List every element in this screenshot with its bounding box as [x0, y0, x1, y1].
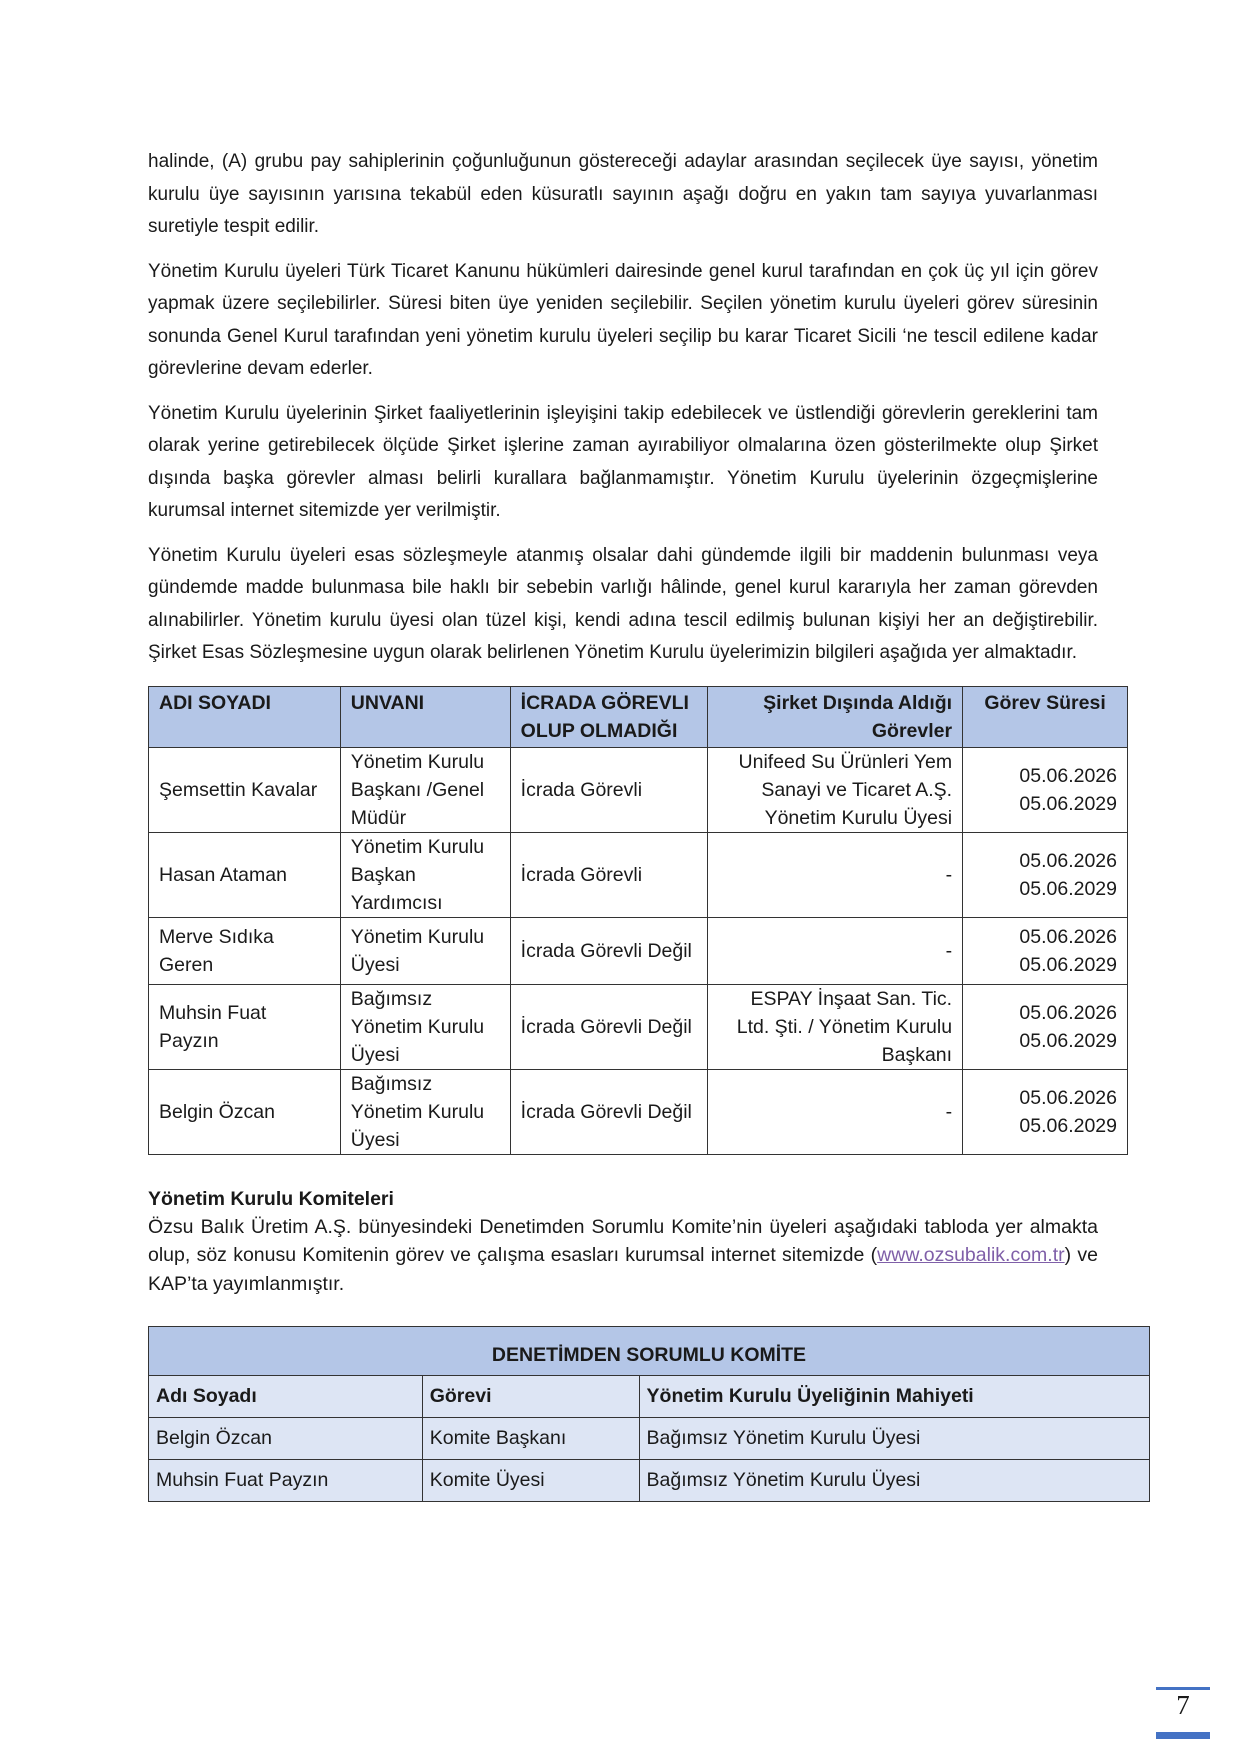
cell-term: [963, 1069, 1128, 1154]
header-term: Görev Süresi: [963, 686, 1128, 747]
term-start: 05.06.2026: [1019, 1086, 1117, 1109]
paragraph-2: Yönetim Kurulu üyeleri Türk Ticaret Kanunu hükümleri dairesinde genel kurul tarafından en çok üç yıl için görev yapmak üzere seçilebilirler. Süresi biten üye yeniden seçilebilir. Seçilen yönetim kurulu üyeleri görev süresinin sonunda Genel Kurul tarafından yeni yönetim kurulu üyeleri seçilip bu karar Ticaret Sicili ‘ne tescil edilene kadar görevlerine devam ederler.: [148, 260, 1098, 379]
cell-title: Bağımsız Yönetim Kurulu Üyesi: [340, 984, 510, 1069]
committee-cell-nature: Bağımsız Yönetim Kurulu Üyesi: [639, 1460, 1149, 1502]
committees-text: [148, 1213, 1098, 1299]
committee-caption-row: [149, 1327, 1150, 1376]
cell-executive: İcrada Görevli Değil: [510, 984, 708, 1069]
table-header-row: [149, 686, 1128, 747]
committee-header-role: Görevi: [422, 1376, 639, 1418]
committee-header-nature: Yönetim Kurulu Üyeliğinin Mahiyeti: [639, 1376, 1149, 1418]
cell-term: [963, 832, 1128, 917]
table-row: [149, 917, 1128, 984]
committee-cell-role: Komite Başkanı: [422, 1418, 639, 1460]
table-row: [149, 832, 1128, 917]
term-end: 05.06.2029: [1019, 792, 1117, 815]
cell-title: Bağımsız Yönetim Kurulu Üyesi: [340, 1069, 510, 1154]
committee-caption: DENETİMDEN SORUMLU KOMİTE: [149, 1327, 1150, 1376]
cell-name: Hasan Ataman: [149, 832, 341, 917]
cell-name: Şemsettin Kavalar: [149, 747, 341, 832]
cell-executive: İcrada Görevli Değil: [510, 917, 708, 984]
term-start: 05.06.2026: [1019, 849, 1117, 872]
cell-title: Yönetim Kurulu Başkan Yardımcısı: [340, 832, 510, 917]
table-row: [149, 984, 1128, 1069]
term-start: 05.06.2026: [1019, 925, 1117, 948]
board-members-table: [148, 686, 1128, 1155]
cell-name: Muhsin Fuat Payzın: [149, 984, 341, 1069]
audit-committee-table: [148, 1326, 1150, 1502]
term-end: 05.06.2029: [1019, 1114, 1117, 1137]
cell-name: Merve Sıdıka Geren: [149, 917, 341, 984]
website-link[interactable]: www.ozsubalik.com.tr: [877, 1244, 1065, 1266]
cell-executive: İcrada Görevli Değil: [510, 1069, 708, 1154]
page-number: [1156, 1690, 1210, 1721]
page-number-text: 7: [1176, 1690, 1190, 1720]
cell-external: ESPAY İnşaat San. Tic. Ltd. Şti. / Yönetim Kurulu Başkanı: [708, 984, 963, 1069]
paragraph-4: Yönetim Kurulu üyeleri esas sözleşmeyle atanmış olsalar dahi gündemde ilgili bir maddenin bulunması veya gündemde madde bulunmasa bile haklı bir sebebin varlığı hâlinde, genel kurul kararıyla her zaman görevden alınabilirler. Yönetim kurulu üyesi olan tüzel kişi, kendi adına tescil edilmiş bulunan kişiyi her an değiştirebilir. Şirket Esas Sözleşmesine uygun olarak belirlenen Yönetim Kurulu üyelerimizin bilgileri aşağıda yer almaktadır.: [148, 544, 1098, 663]
table-row: [149, 1460, 1150, 1502]
paragraph-3: Yönetim Kurulu üyelerinin Şirket faaliyetlerinin işleyişini takip edebilecek ve üstlendiği görevlerin gereklerini tam olarak yerine getirebilecek ölçüde Şirket işlerine zaman ayırabiliyor olmalarına özen gösterilmekte olup Şirket dışında başka görevler alması belirli kurallara bağlanmamıştır. Yönetim Kurulu üyelerinin özgeçmişlerine kurumsal internet sitemizde yer verilmiştir.: [148, 402, 1098, 521]
page-content: [148, 146, 1117, 1502]
cell-name: Belgin Özcan: [149, 1069, 341, 1154]
committee-cell-name: Muhsin Fuat Payzın: [149, 1460, 423, 1502]
committees-text-after: ) ve KAP’ta yayımlanmıştır.: [148, 1244, 1098, 1295]
committee-cell-role: Komite Üyesi: [422, 1460, 639, 1502]
committee-cell-nature: Bağımsız Yönetim Kurulu Üyesi: [639, 1418, 1149, 1460]
paragraph-1: halinde, (A) grubu pay sahiplerinin çoğunluğunun göstereceği adaylar arasından seçilecek üye sayısı, yönetim kurulu üye sayısının yarısına tekabül eden küsuratlı sayının aşağı doğru en yakın tam sayıya yuvarlanması suretiyle tespit edilir.: [148, 151, 1098, 237]
cell-term: [963, 747, 1128, 832]
cell-title: Yönetim Kurulu Üyesi: [340, 917, 510, 984]
term-start: 05.06.2026: [1019, 1001, 1117, 1024]
committee-cell-name: Belgin Özcan: [149, 1418, 423, 1460]
cell-external: Unifeed Su Ürünleri Yem Sanayi ve Ticaret A.Ş. Yönetim Kurulu Üyesi: [708, 747, 963, 832]
header-title: UNVANI: [340, 686, 510, 747]
committees-title: Yönetim Kurulu Komiteleri: [148, 1187, 394, 1210]
term-start: 05.06.2026: [1019, 764, 1117, 787]
term-end: 05.06.2029: [1019, 1029, 1117, 1052]
term-end: 05.06.2029: [1019, 953, 1117, 976]
committees-text-before: Özsu Balık Üretim A.Ş. bünyesindeki Denetimden Sorumlu Komite’nin üyeleri aşağıdaki tabloda yer almakta olup, söz konusu Komitenin görev ve çalışma esasları kurumsal internet sitemizde (: [148, 1215, 1098, 1266]
cell-external: -: [708, 1069, 963, 1154]
committee-header-name: Adı Soyadı: [149, 1376, 423, 1418]
cell-external: -: [708, 917, 963, 984]
cell-executive: İcrada Görevli: [510, 747, 708, 832]
page-number-bottom-bar: [1156, 1732, 1210, 1739]
cell-term: [963, 917, 1128, 984]
term-end: 05.06.2029: [1019, 877, 1117, 900]
cell-title: Yönetim Kurulu Başkanı /Genel Müdür: [340, 747, 510, 832]
header-executive: İCRADA GÖREVLI OLUP OLMADIĞI: [510, 686, 708, 747]
table-row: [149, 1069, 1128, 1154]
committee-header-row: [149, 1376, 1150, 1418]
table-row: [149, 1418, 1150, 1460]
cell-term: [963, 984, 1128, 1069]
header-external: Şirket Dışında Aldığı Görevler: [708, 686, 963, 747]
cell-executive: İcrada Görevli: [510, 832, 708, 917]
cell-external: -: [708, 832, 963, 917]
table-row: [149, 747, 1128, 832]
header-name: ADI SOYADI: [149, 686, 341, 747]
page-number-top-rule: [1156, 1687, 1210, 1690]
